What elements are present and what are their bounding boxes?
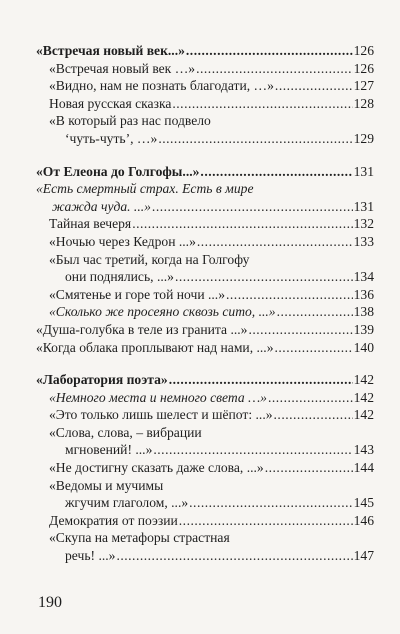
toc-entry-title: «Встречая новый век...» (36, 43, 185, 58)
dot-leader (226, 286, 353, 304)
toc-entry-page: 127 (353, 78, 374, 94)
toc-entry-title-continued: речь! ...» (65, 548, 116, 564)
toc-entry-page: 132 (353, 216, 374, 232)
dot-leader (152, 198, 353, 216)
toc-entry-page: 145 (353, 495, 374, 511)
toc-entry (36, 477, 374, 512)
toc-entry-title: «Когда облака проплывают над нами, ...» (36, 339, 274, 355)
dot-leader (189, 494, 352, 512)
toc-entry (36, 303, 374, 321)
toc-entry-title: «Слова, слова, – вибрации (49, 424, 202, 440)
toc-entry (36, 339, 374, 357)
toc-entry (36, 95, 374, 113)
toc-entry-title-continued: жажда чуда. ...» (52, 198, 151, 214)
dot-leader (275, 339, 353, 357)
toc-entry (36, 389, 374, 407)
dot-leader (274, 406, 353, 424)
dot-leader (179, 512, 353, 530)
toc-section (36, 42, 374, 148)
toc-entry-page: 144 (353, 460, 374, 476)
toc-entry-title-continued: мгновений! ...» (65, 442, 153, 458)
toc-entry-page: 128 (353, 95, 374, 111)
toc-entry (36, 60, 374, 78)
toc-entry-page: 140 (353, 339, 374, 355)
toc-entry-title: Тайная вечеря (49, 216, 132, 232)
toc-entry (36, 286, 374, 304)
toc-entry-title: «Не достигну сказать даже слова, ...» (49, 460, 264, 476)
toc-entry-page: 134 (353, 269, 374, 285)
dot-leader (169, 371, 353, 389)
dot-leader (200, 163, 352, 181)
toc-section-heading (36, 42, 374, 60)
toc-entry-page: 126 (353, 60, 374, 76)
dot-leader (268, 389, 353, 407)
toc-entry-page: 142 (353, 407, 374, 423)
toc-entry (36, 406, 374, 424)
toc-entry-title: «Ведомы и мучимы (49, 477, 164, 493)
toc-entry-title: «Был час третий, когда на Голгофу (49, 251, 250, 267)
toc-entry (36, 424, 374, 459)
toc-entry-page: 142 (353, 389, 374, 405)
toc-entry-title: «Смятенье и горе той ночи ...» (49, 286, 225, 302)
toc-entry-title: «Душа-голубка в теле из гранита ...» (36, 321, 248, 337)
toc-section-heading (36, 371, 374, 389)
toc-entry-title-continued: ‘чуть-чуть’, …» (65, 130, 158, 146)
toc-entry-page: 133 (353, 233, 374, 249)
toc-entry-page: 147 (353, 548, 374, 564)
toc-entry-page: 143 (353, 442, 374, 458)
toc-entry (36, 512, 374, 530)
toc-entry (36, 321, 374, 339)
toc-entry-page: 146 (353, 512, 374, 528)
toc-entry (36, 529, 374, 564)
toc-entry-page: 142 (353, 372, 374, 388)
toc-entry-page: 129 (353, 130, 374, 146)
toc-entry-title: «Немного места и немного света …» (49, 389, 267, 405)
toc-entry-page: 139 (353, 321, 374, 337)
dot-leader (265, 459, 353, 477)
dot-leader (172, 95, 352, 113)
dot-leader (248, 321, 352, 339)
dot-leader (153, 441, 352, 459)
page-number: 190 (38, 594, 62, 611)
dot-leader (132, 215, 352, 233)
toc-entry-title: «Ночью через Кедрон ...» (49, 233, 196, 249)
toc-entry-title: «Сколько же просеяно сквозь сито, ...» (49, 304, 276, 320)
toc-entry-title: «Встречая новый век …» (49, 60, 196, 76)
toc-entry-page: 131 (353, 198, 374, 214)
toc-entry-title: Демократия от поэзии (49, 512, 178, 528)
toc-entry-title-continued: они поднялись, ...» (65, 269, 174, 285)
toc-entry (36, 77, 374, 95)
toc-entry-title: «От Елеона до Голгофы...» (36, 163, 200, 179)
toc-entry-title: «Это только лишь шелест и шёпот: ...» (49, 407, 273, 423)
dot-leader (186, 42, 353, 60)
dot-leader (277, 303, 353, 321)
dot-leader (196, 60, 353, 78)
toc-section-heading (36, 163, 374, 181)
dot-leader (275, 77, 353, 95)
toc-entry (36, 233, 374, 251)
toc-entry (36, 180, 374, 215)
toc-entry-page: 138 (353, 304, 374, 320)
toc-entry-title: «В который раз нас подвело (49, 113, 211, 129)
toc-entry (36, 215, 374, 233)
toc-entry-title: Новая русская сказка (49, 95, 172, 111)
toc-entry-page: 136 (353, 286, 374, 302)
toc-entry (36, 459, 374, 477)
toc-entry-title-continued: жгучим глаголом, ...» (65, 495, 189, 511)
table-of-contents (36, 42, 374, 580)
dot-leader (197, 233, 353, 251)
dot-leader (158, 130, 352, 148)
toc-entry-title: «Лаборатория поэта» (36, 372, 168, 388)
toc-entry-page: 126 (353, 43, 374, 58)
toc-entry (36, 112, 374, 147)
toc-section (36, 371, 374, 565)
toc-entry-title: «Скупа на метафоры страстная (49, 530, 230, 546)
dot-leader (116, 547, 352, 565)
toc-entry (36, 251, 374, 286)
toc-section (36, 163, 374, 357)
dot-leader (175, 268, 353, 286)
toc-entry-page: 131 (353, 163, 374, 179)
toc-entry-title: «Видно, нам не познать благодати, …» (49, 78, 274, 94)
toc-entry-title: «Есть смертный страх. Есть в мире (36, 181, 254, 197)
